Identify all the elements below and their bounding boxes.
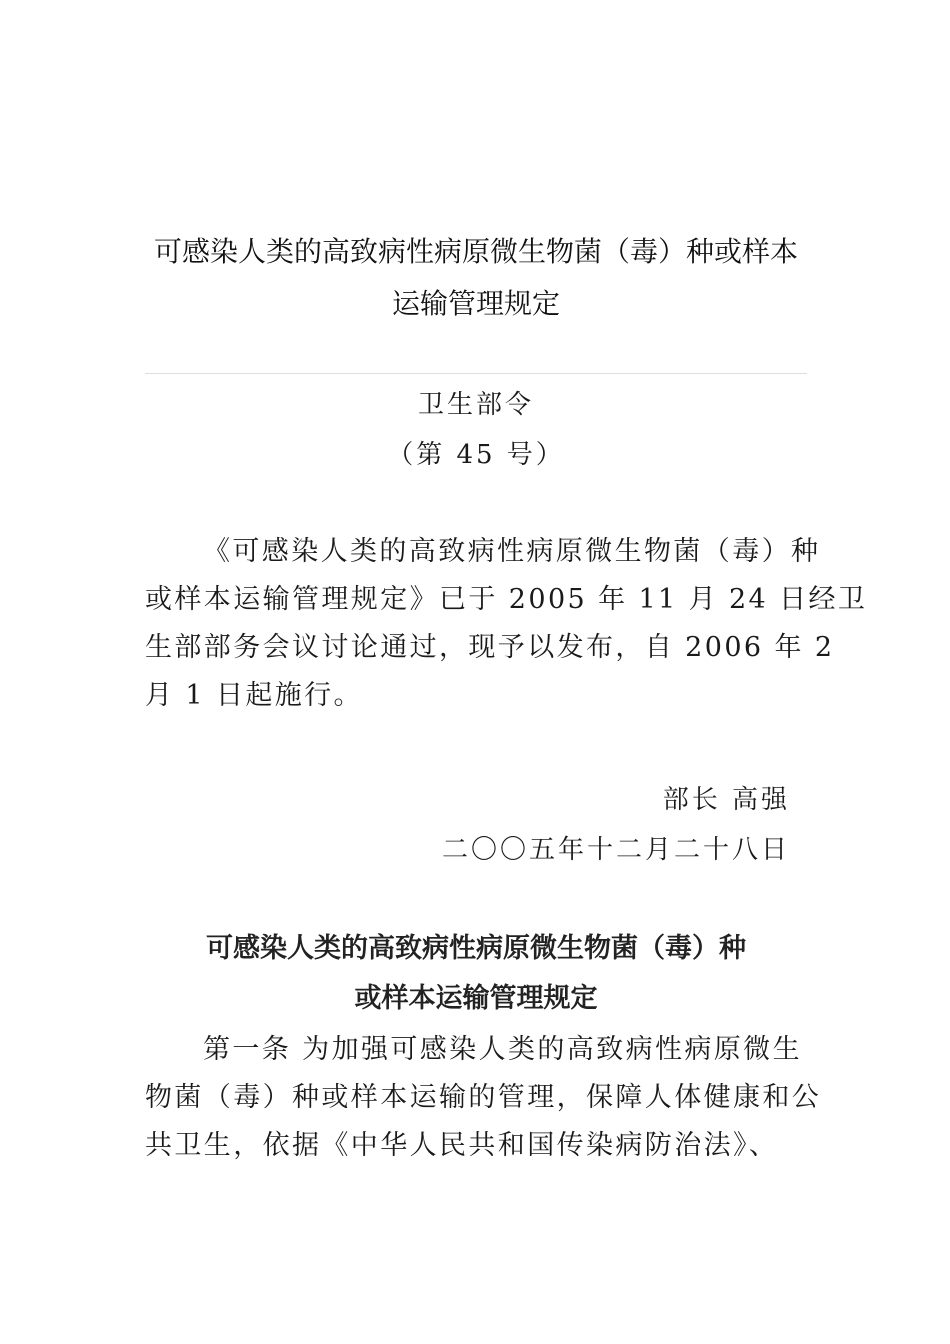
intro-line-3: 生部部务会议讨论通过，现予以发布，自 2006 年 2 — [145, 632, 835, 663]
regulation-title — [145, 924, 807, 1024]
intro-line-1: 《可感染人类的高致病性病原微生物菌（毒）种 — [203, 536, 821, 567]
article-1-line-3: 共卫生，依据《中华人民共和国传染病防治法》、 — [145, 1130, 779, 1161]
article-1-line-2: 物菌（毒）种或样本运输的管理，保障人体健康和公 — [145, 1082, 822, 1113]
intro-line-4: 月 1 日起施行。 — [145, 680, 363, 711]
order-issuer: 卫生部令 — [417, 390, 534, 420]
regulation-title-line-1: 可感染人类的高致病性病原微生物菌（毒）种 — [206, 933, 746, 964]
intro-paragraph — [145, 528, 868, 720]
signature-minister: 部长 高强 — [662, 785, 790, 815]
regulation-title-line-2: 或样本运输管理规定 — [354, 983, 598, 1014]
intro-line-2: 或样本运输管理规定》已于 2005 年 11 月 24 日经卫 — [145, 584, 868, 615]
document-title — [145, 226, 807, 330]
order-number: （第 45 号） — [387, 440, 565, 470]
title-divider — [145, 373, 807, 374]
article-1-paragraph — [145, 1026, 822, 1170]
order-heading — [145, 380, 807, 480]
document-title-line-2: 运输管理规定 — [391, 287, 560, 320]
document-title-line-1: 可感染人类的高致病性病原微生物菌（毒）种或样本 — [153, 235, 798, 268]
article-1-line-1: 第一条 为加强可感染人类的高致病性病原微生 — [203, 1034, 802, 1065]
signature-date: 二〇〇五年十二月二十八日 — [441, 835, 790, 865]
